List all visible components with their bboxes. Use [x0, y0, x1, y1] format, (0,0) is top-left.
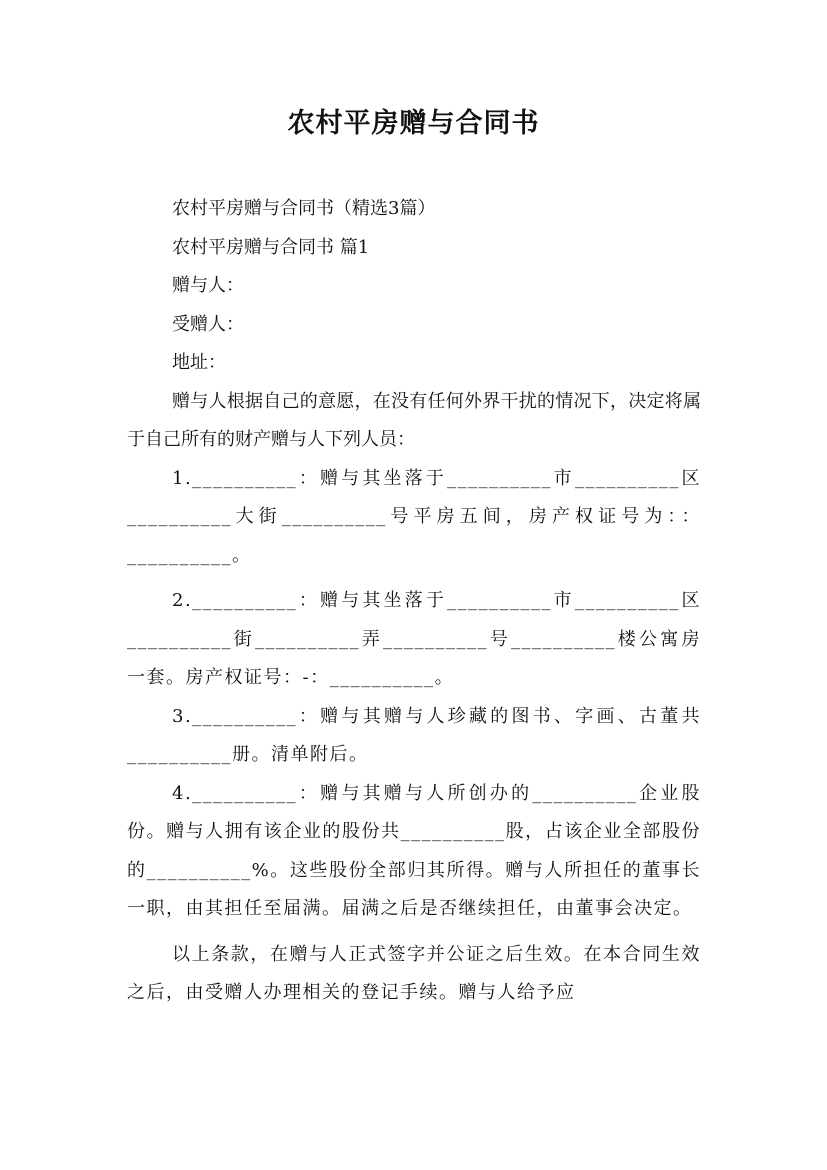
document-title: 农村平房赠与合同书 [287, 108, 540, 139]
paragraph-subtitle: 农村平房赠与合同书（精选3篇） [172, 198, 436, 219]
paragraph-clause-4: 4.__________：赠与其赠与人所创办的__________企业股份。赠与人拥有该企业的股份共__________股，占该企业全部股份的__________%。这些股份全部归其所得。赠与人所担任的董事长一职，由其担任至届满。届满之后是否继续担任，由董事会决定。 [127, 782, 701, 919]
paragraph-donee: 受赠人： [172, 313, 244, 335]
document-body [127, 190, 701, 1013]
paragraph-clause-1: 1.__________：赠与其坐落于__________市__________区__________大街__________号平房五间，房产权证号为：：__________。 [127, 467, 701, 566]
paragraph-clause-2: 2.__________：赠与其坐落于__________市__________区__________街__________弄__________号__________楼公寓房一套。房产权证号：-：__________。 [127, 590, 701, 688]
paragraph-address: 地址： [172, 352, 226, 373]
paragraph-intro: 赠与人根据自己的意愿，在没有任何外界干扰的情况下，决定将属于自己所有的财产赠与人下列人员： [127, 390, 701, 450]
paragraph-effect: 以上条款，在赠与人正式签字并公证之后生效。在本合同生效之后，由受赠人办理相关的登记手续。赠与人给予应 [127, 943, 701, 1003]
paragraph-section-heading: 农村平房赠与合同书 篇1 [172, 236, 370, 258]
paragraph-clause-3: 3.__________：赠与其赠与人珍藏的图书、字画、古董共__________册。清单附后。 [127, 705, 701, 765]
paragraph-donor: 赠与人： [172, 275, 244, 296]
